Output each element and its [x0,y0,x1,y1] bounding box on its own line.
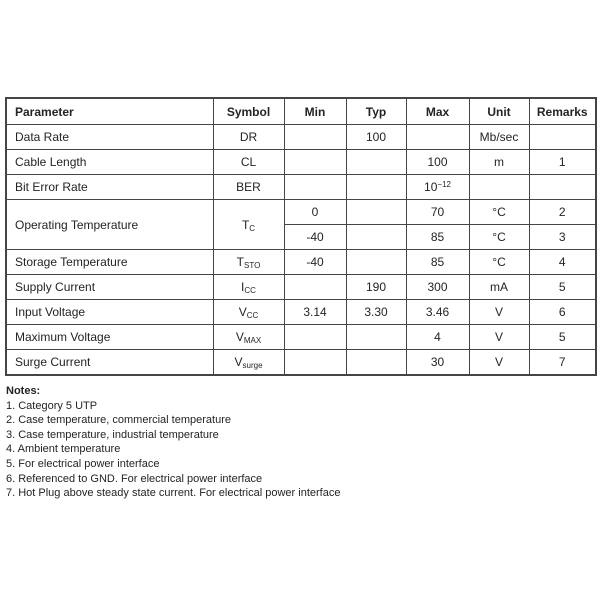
table-row [6,125,596,150]
col-header-symbol: Symbol [213,98,284,125]
cell-symbol: $V_{surge}$ [213,350,284,376]
cell-symbol: DR [213,125,284,150]
cell-max: 70 [406,200,469,225]
note-line: 7. Hot Plug above steady state current. For electrical power interface [6,487,341,500]
cell-typ [346,250,406,275]
cell-remarks: 7 [529,350,596,376]
notes-section [6,384,340,501]
note-line: 1. Category 5 UTP [6,399,98,412]
cell-typ [346,225,406,250]
note-line: 3. Case temperature, industrial temperature [6,428,219,441]
cell-typ: 100 [346,125,406,150]
cell-unit: V [469,325,529,350]
cell-min [284,275,346,300]
note-line: 5. For electrical power interface [6,457,160,470]
cell-unit: °C [469,250,529,275]
cell-remarks: 5 [529,325,596,350]
cell-parameter: Bit Error Rate [6,175,213,200]
cell-parameter: Input Voltage [6,300,213,325]
table-header-row [6,98,596,125]
cell-unit: mA [469,275,529,300]
cell-symbol: BER [213,175,284,200]
cell-parameter: Supply Current [6,275,213,300]
note-line: 4. Ambient temperature [6,443,121,456]
cell-remarks: 2 [529,200,596,225]
cell-typ [346,175,406,200]
cell-typ [346,200,406,225]
cell-typ: 3.30 [346,300,406,325]
table-row [6,150,596,175]
table-row [6,350,596,376]
cell-min [284,175,346,200]
cell-typ [346,150,406,175]
cell-min [284,325,346,350]
cell-max: 3.46 [406,300,469,325]
cell-unit: V [469,350,529,376]
table-row [6,175,596,200]
cell-remarks: 4 [529,250,596,275]
cell-symbol: $V_{CC}$ [213,300,284,325]
table-row [6,325,596,350]
cell-min [284,350,346,376]
cell-min: 3.14 [284,300,346,325]
cell-remarks: 6 [529,300,596,325]
cell-remarks: 5 [529,275,596,300]
cell-unit [469,175,529,200]
cell-max: 85 [406,225,469,250]
cell-symbol: $T_{STO}$ [213,250,284,275]
cell-unit: m [469,150,529,175]
cell-symbol: $T_C$ [213,200,284,250]
col-header-typ: Typ [346,98,406,125]
cell-parameter: Maximum Voltage [6,325,213,350]
cell-max: 100 [406,150,469,175]
col-header-unit: Unit [469,98,529,125]
cell-max [406,125,469,150]
cell-unit: °C [469,225,529,250]
note-line: 6. Referenced to GND. For electrical power interface [6,472,263,485]
cell-min [284,150,346,175]
cell-parameter: Surge Current [6,350,213,376]
cell-typ [346,350,406,376]
cell-parameter: Storage Temperature [6,250,213,275]
cell-typ [346,325,406,350]
cell-max: 85 [406,250,469,275]
cell-unit: °C [469,200,529,225]
table-row [6,200,596,225]
spec-table [5,97,597,376]
cell-remarks [529,175,596,200]
cell-symbol: $I_{CC}$ [213,275,284,300]
table-row [6,250,596,275]
table-row [6,275,596,300]
cell-parameter: Cable Length [6,150,213,175]
col-header-max: Max [406,98,469,125]
cell-min [284,125,346,150]
cell-max: $10^{-12}$ [406,175,469,200]
cell-unit: V [469,300,529,325]
cell-min: -40 [284,250,346,275]
cell-remarks: 1 [529,150,596,175]
col-header-parameter: Parameter [6,98,213,125]
cell-parameter: Data Rate [6,125,213,150]
cell-min: 0 [284,200,346,225]
cell-unit: Mb/sec [469,125,529,150]
cell-typ: 190 [346,275,406,300]
notes-title: Notes: [6,385,41,397]
table-row [6,300,596,325]
cell-symbol: CL [213,150,284,175]
cell-symbol: $V_{MAX}$ [213,325,284,350]
cell-remarks [529,125,596,150]
col-header-remarks: Remarks [529,98,596,125]
note-line: 2. Case temperature, commercial temperature [6,414,231,427]
cell-parameter: Operating Temperature [6,200,213,250]
cell-max: 30 [406,350,469,376]
cell-min: -40 [284,225,346,250]
cell-remarks: 3 [529,225,596,250]
col-header-min: Min [284,98,346,125]
cell-max: 300 [406,275,469,300]
cell-max: 4 [406,325,469,350]
